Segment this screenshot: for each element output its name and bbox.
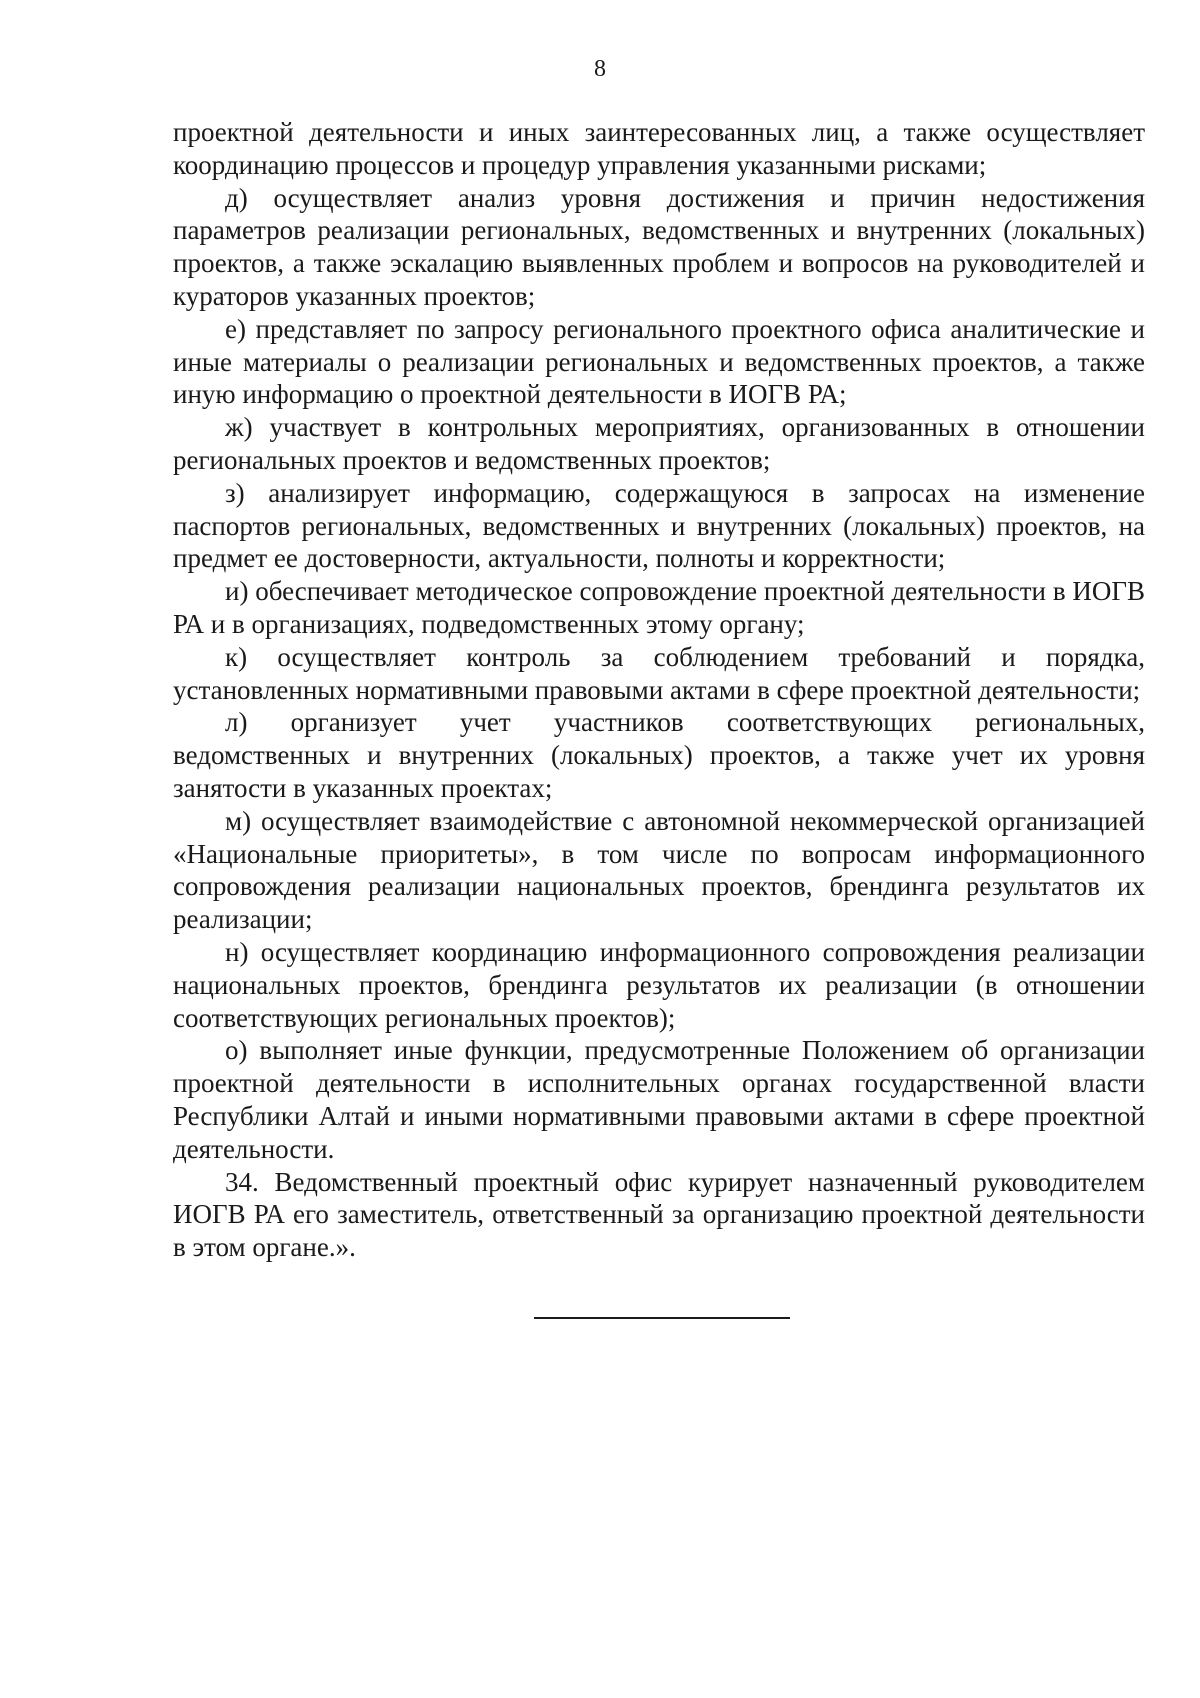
page-number: 8: [594, 56, 606, 82]
paragraph-item-n: н) осуществляет координацию информационного сопровождения реализации национальных проектов, брендинга результатов их реализации (в отношении соответствующих региональных проектов);: [173, 936, 1145, 1033]
paragraph-item-k: к) осуществляет контроль за соблюдением требований и порядка, установленных нормативными правовыми актами в сфере проектной деятельности;: [173, 641, 1145, 705]
paragraph-clause-34: 34. Ведомственный проектный офис курирует назначенный руководителем ИОГВ РА его заместитель, ответственный за организацию проектной деятельности в этом органе.».: [173, 1166, 1145, 1263]
paragraph-item-e: е) представляет по запросу регионального проектного офиса аналитические и иные материалы о реализации региональных и ведомственных проектов, а также иную информацию о проектной деятельности в ИОГВ РА;: [173, 313, 1145, 410]
paragraph-continuation: проектной деятельности и иных заинтересованных лиц, а также осуществляет координацию процессов и процедур управления указанными рисками;: [173, 117, 1145, 180]
document-body: [173, 116, 1145, 1264]
paragraph-item-i: и) обеспечивает методическое сопровождение проектной деятельности в ИОГВ РА и в организациях, подведомственных этому органу;: [173, 576, 1145, 639]
paragraph-item-z: з) анализирует информацию, содержащуюся в запросах на изменение паспортов региональных, ведомственных и внутренних (локальных) проектов, на предмет ее достоверности, актуальности, полноты и корректности;: [173, 477, 1145, 574]
paragraph-item-zh: ж) участвует в контрольных мероприятиях, организованных в отношении региональных проектов и ведомственных проектов;: [173, 412, 1145, 475]
paragraph-item-d: д) осуществляет анализ уровня достижения и причин недостижения параметров реализации региональных, ведомственных и внутренних (локальных) проектов, а также эскалацию выявленных проблем и вопросов на руководителей и кураторов указанных проектов;: [173, 182, 1145, 311]
paragraph-item-m: м) осуществляет взаимодействие с автономной некоммерческой организацией «Национальные приоритеты», в том числе по вопросам информационного сопровождения реализации национальных проектов, брендинга результатов их реализации;: [173, 805, 1145, 935]
end-divider-line: [534, 1317, 790, 1319]
paragraph-item-o: о) выполняет иные функции, предусмотренные Положением об организации проектной деятельности в исполнительных органах государственной власти Республики Алтай и иными нормативными правовыми актами в сфере проектной деятельности.: [173, 1035, 1145, 1164]
paragraph-item-l: л) организует учет участников соответствующих региональных, ведомственных и внутренних (локальных) проектов, а также учет их уровня занятости в указанных проектах;: [173, 707, 1145, 803]
